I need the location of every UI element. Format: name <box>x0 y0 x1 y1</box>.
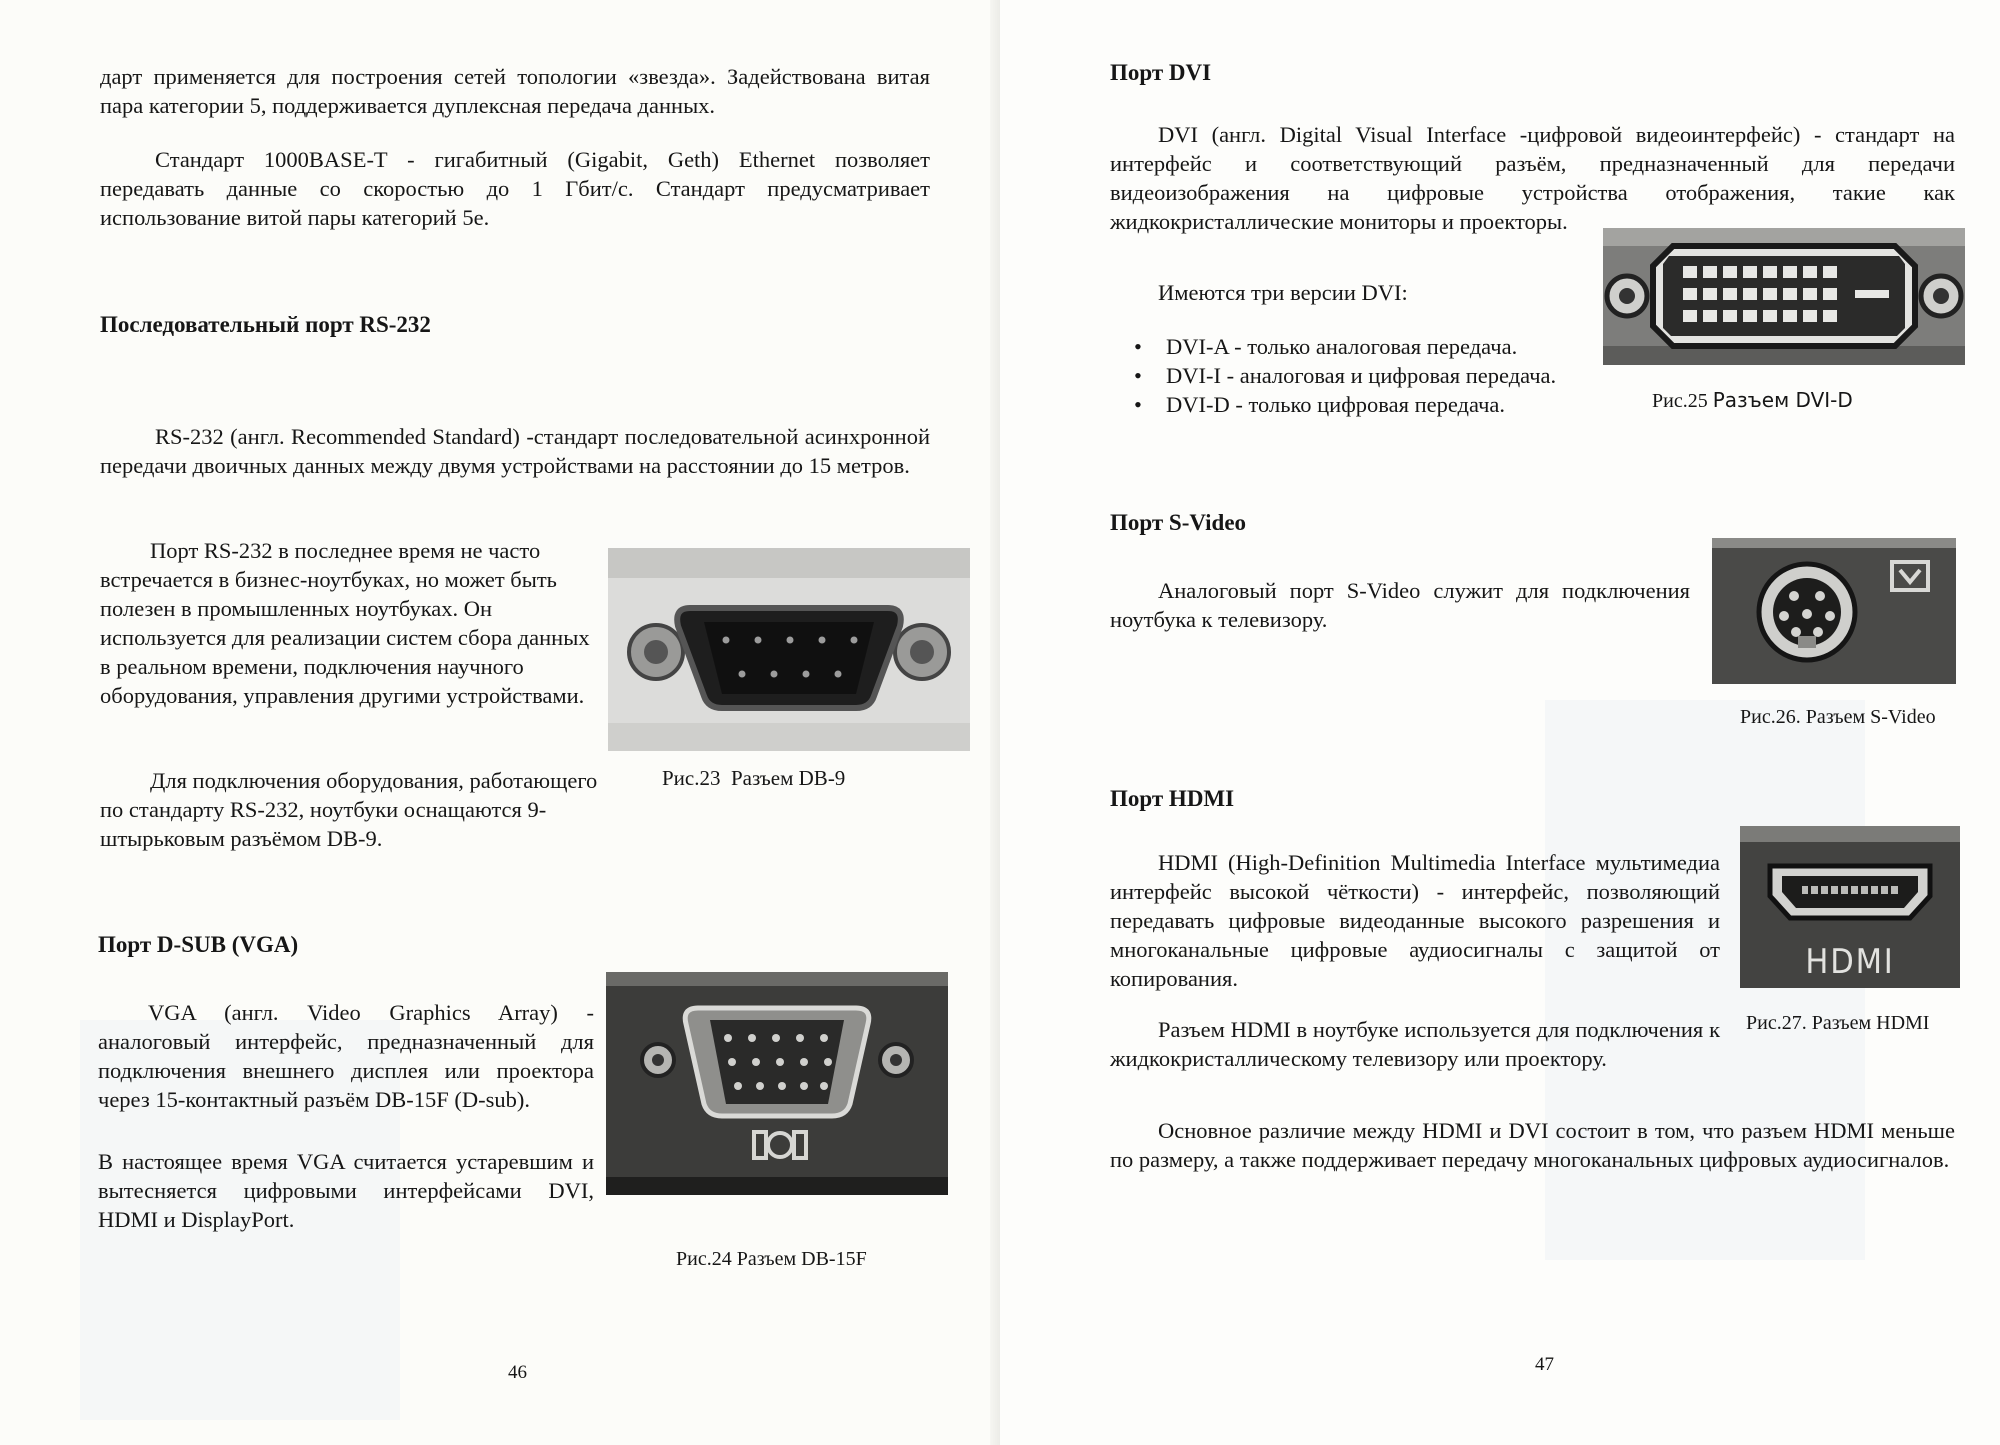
list-item: • DVI-A - только аналоговая передача. <box>1134 332 1588 361</box>
heading-rs232: Последовательный порт RS-232 <box>100 312 431 337</box>
hdmi-logo-text: HDMI <box>1805 942 1895 982</box>
heading-hdmi: Порт HDMI <box>1110 786 1235 811</box>
dvi-versions-list <box>1134 332 1588 419</box>
figure-26-caption: Рис.26. Разъем S-Video <box>1740 706 1936 728</box>
heading-dvi: Порт DVI <box>1110 60 1212 85</box>
list-item: • DVI-D - только цифровая передача. <box>1134 390 1588 419</box>
figure-24-caption: Рис.24 Разъем DB-15F <box>676 1248 867 1270</box>
heading-svideo: Порт S-Video <box>1110 510 1247 535</box>
paragraph-dvi-versions: Имеются три версии DVI: <box>1158 280 1408 305</box>
figure-25-caption <box>1652 388 1853 413</box>
paragraph-hdmi-definition: HDMI (High-Definition Multimedia Interface мультимедиа интерфейс высокой чёткости) - интерфейс, позволяющий передавать цифровые видеоданные высокого разрешения и многоканальные цифровые аудиосигналы с защитой от копирования. <box>1110 850 1720 991</box>
page-number-right: 47 <box>1535 1354 1554 1375</box>
paragraph-rs232-definition: RS-232 (англ. Recommended Standard) -стандарт последовательной асинхронной передачи двоичных данных между двумя устройствами на расстоянии до 15 метров. <box>100 424 930 478</box>
figure-25-label: Разъем DVI-D <box>1712 388 1853 412</box>
paragraph-vga-definition: VGA (англ. Video Graphics Array) - аналоговый интерфейс, предназначенный для подключения внешнего дисплея или проектора через 15-контактный разъём DB-15F (D-sub). <box>98 1000 594 1112</box>
heading-dsub-vga: Порт D-SUB (VGA) <box>98 932 299 957</box>
dvi-d-connector-photo <box>1603 228 1965 365</box>
db15f-connector-photo <box>606 972 948 1195</box>
paragraph-vga-current: В настоящее время VGA считается устаревшим и вытесняется цифровыми интерфейсами DVI, HDMI и DisplayPort. <box>98 1149 594 1232</box>
figure-27-caption: Рис.27. Разъем HDMI <box>1746 1012 1930 1034</box>
db9-connector-photo <box>608 548 970 751</box>
page-number-left: 46 <box>508 1362 527 1383</box>
hdmi-connector-photo <box>1740 826 1960 988</box>
paragraph-hdmi-usage: Разъем HDMI в ноутбуке используется для подключения к жидкокристаллическому телевизору или проектору. <box>1110 1017 1720 1071</box>
paragraph-rs232-connector: Для подключения оборудования, работающего по стандарту RS-232, ноутбуки оснащаются 9-штырьковым разъёмом DB-9. <box>100 768 598 851</box>
list-item: • DVI-I - аналоговая и цифровая передача. <box>1134 361 1588 390</box>
paragraph-dvi-definition: DVI (англ. Digital Visual Interface -цифровой видеоинтерфейс) - стандарт на интерфейс и соответствующий разъём, предназначенный для передачи видеоизображения на цифровые устройства отображения, такие как жидкокристаллические мониторы и проекторы. <box>1110 122 1955 234</box>
paragraph-svideo: Аналоговый порт S-Video служит для подключения ноутбука к телевизору. <box>1110 578 1690 632</box>
paragraph-hdmi-dvi-difference: Основное различие между HDMI и DVI состоит в том, что разъем HDMI меньше по размеру, а также поддерживает передачу многоканальных цифровых аудиосигналов. <box>1110 1118 1955 1172</box>
paragraph-rs232-usage: Порт RS-232 в последнее время не часто встречается в бизнес-ноутбуках, но может быть полезен в промышленных ноутбуках. Он используется для реализации систем сбора данных в реальном времени, подключения научного оборудования, управления другими устройствами. <box>100 538 590 708</box>
paragraph-continuation: дарт применяется для построения сетей топологии «звезда». Задействована витая пара категории 5, поддерживается дуплексная передача данных. <box>100 64 930 118</box>
figure-23-caption: Рис.23 Разъем DB-9 <box>662 766 846 790</box>
svideo-connector-photo <box>1712 538 1956 684</box>
right-page <box>1000 0 2000 1445</box>
paragraph-1000base-t: Стандарт 1000BASE-T - гигабитный (Gigabit, Geth) Ethernet позволяет передавать данные со скоростью до 1 Гбит/с. Стандарт предусматривает использование витой пары категорий 5е. <box>100 147 930 230</box>
figure-25-number: Рис.25 <box>1652 390 1708 412</box>
